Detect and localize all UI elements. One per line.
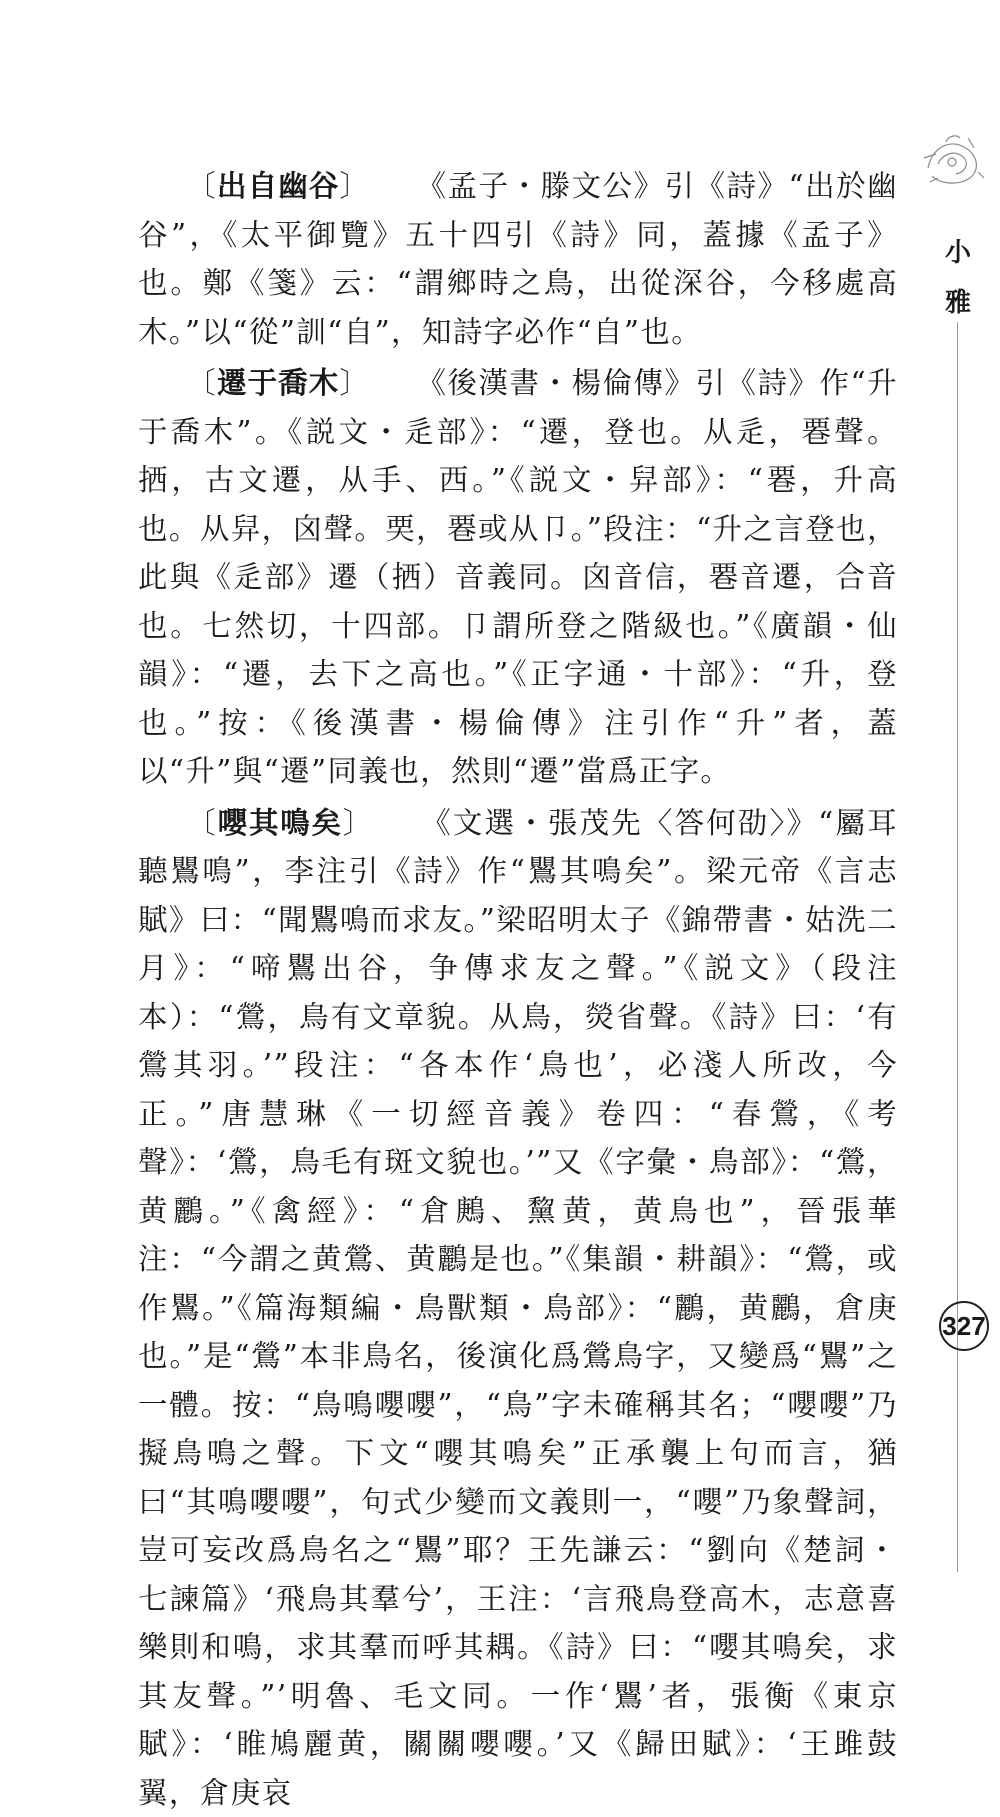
- entry-text-line: 《説文・舁部》：“䙴，升高也。从舁，囟聲。䙲，䙴或从卩。”段注：: [138, 463, 898, 546]
- entry-text-line: 曰：“嚶其鳴矣，求其友聲。”’明魯、毛文同。一作‘鸎’者，張衡《東: [138, 1630, 898, 1713]
- entry-text-line: 注引《詩》作“鸎其鳴矣”。梁元帝《言志賦》曰：“聞鸎鳴而求友。”: [138, 854, 898, 937]
- entry-text-line: 鳥名之“鸎”耶？王先謙云：“劉向《楚詞・七諫篇》‘飛鳥其羣兮’，: [138, 1533, 898, 1616]
- entry-text-line: 《説文》（段注本）：“鶯，鳥有文章貌。从鳥，熒省聲。《詩》曰：‘有: [138, 951, 898, 1034]
- entry-text-line: 編・鳥獸類・鳥部》：“鸝，黄鸝，倉庚也。”是“鶯”本非鳥名，後演: [138, 1291, 898, 1374]
- page-number: [936, 1298, 992, 1354]
- entry-1: 〔出自幽谷〕 《孟子・滕文公》引《詩》“出於幽谷”，《太平御覽》五十四引《詩》同，蓋據《孟子》也。鄭《箋》云：“謂鄉時之鳥，出從深谷，今移處高木。”以“從”訓“自”，知詩字必作“自”也。: [138, 162, 898, 356]
- entry-text-line: 《説文・辵部》：“遷，登也。从辵，䙴聲。拪，古文遷，从手、西。”: [138, 415, 898, 498]
- entry-text-line: 王注：‘言飛鳥登高木，志意喜樂則和鳴，求其羣而呼其耦。《詩》: [138, 1582, 898, 1665]
- entry-text-line: 出從深谷，今移處高木。”以“從”訓“自”，知詩字必作“自”也。: [138, 266, 898, 349]
- entry-text-line: “升之言登也，此與《辵部》遷（拪）音義同。囟音信，䙴音遷，合音: [138, 512, 898, 595]
- entry-heading: 嚶其鳴矣: [218, 805, 343, 840]
- entry-text-line: 京賦》：‘睢鳩麗黄，關關嚶嚶。’又《歸田賦》：‘王雎鼓翼，倉庚哀: [138, 1679, 898, 1810]
- entry-text-line: “今謂之黄鶯、黄鸝是也。”《集韻・耕韻》：“鶯，或作鸎。”《篇海類: [138, 1242, 898, 1325]
- entry-text-line: 《孟子・滕文公》引《詩》“出於幽谷”，《太平: [138, 169, 898, 252]
- page-number-text: 327: [942, 1311, 985, 1342]
- entry-3: 〔嚶其鳴矣〕 《文選・張茂先〈答何劭〉》“屬耳聽鸎鳴”，李注引《詩》作“鸎其鳴矣”。梁元帝《言志賦》曰：“聞鸎鳴而求友。”梁昭明太子《錦帶書・姑洗二月》：“啼鸎出谷，争傳求友之聲。”《説文》（段注本）：“鶯，鳥有文章貌。从鳥，熒省聲。《詩》曰：‘有鶯其羽。’”段注：“各本作‘鳥也’，必淺人所改，今正。”唐慧琳《一切經音義》卷四：“春鶯，《考聲》：‘鶯，鳥毛有斑文貌也。’”又《字彙・鳥部》：“鶯，黄鸝。”《禽經》：“倉鶊、黧黄，黄鳥也”，晉張華注：“今謂之黄鶯、黄鸝是也。”《集韻・耕韻》：“鶯，或作鸎。”《篇海類編・鳥獸類・鳥部》：“鸝，黄鸝，倉庚也。”是“鶯”本非鳥名，後演化爲鶯鳥字，又變爲“鸎”之一體。按：“鳥鳴嚶嚶”，“鳥”字未確稱其名；“嚶嚶”乃擬鳥鳴之聲。下文“嚶其鳴矣”正承襲上句而言，猶曰“其鳴嚶嚶”，句式少變而文義則一，“嚶”乃象聲詞，豈可妄改爲鳥名之“鸎”耶？王先謙云：“劉向《楚詞・七諫篇》‘飛鳥其羣兮’，王注：‘言飛鳥登高木，志意喜樂則和鳴，求其羣而呼其耦。《詩》曰：“嚶其鳴矣，求其友聲。”’明魯、毛文同。一作‘鸎’者，張衡《東京賦》：‘睢鳩麗黄，關關嚶嚶。’又《歸田賦》：‘王雎鼓翼，倉庚哀: [138, 799, 898, 1817]
- entry-text-line: 也。七然切，十四部。卩謂所登之階級也。”《廣韻・仙韻》：“遷，去: [138, 609, 898, 692]
- entry-text-line: 切經音義》卷四：“春鶯，《考聲》：‘鶯，鳥毛有斑文貌也。’”又《字: [138, 1097, 898, 1180]
- entry-text-line: 彙・鳥部》：“鶯，黄鸝。”《禽經》：“倉鶊、黧黄，黄鳥也”，晉張華注：: [138, 1145, 898, 1276]
- entry-text-line: 其名；“嚶嚶”乃擬鳥鳴之聲。下文“嚶其鳴矣”正承襲上句而言，猶: [138, 1388, 898, 1471]
- entry-heading: 遷于喬木: [217, 365, 339, 400]
- ornament-icon: [918, 128, 988, 194]
- body-text: [138, 162, 898, 1817]
- entry-text-line: 注引作“升”者，蓋以“升”與“遷”同義也，然則“遷”當爲正字。: [138, 706, 898, 789]
- entry-text-line: 《文選・張茂先〈答何劭〉》“屬耳聽鸎鳴”，李: [138, 806, 898, 889]
- margin-rule: [957, 322, 958, 1572]
- section-title: [938, 228, 978, 328]
- entry-text-line: 下之高也。”《正字通・十部》：“升，登也。”按：《後漢書・楊倫傳》: [138, 657, 898, 740]
- entry-2: 〔遷于喬木〕 《後漢書・楊倫傳》引《詩》作“升于喬木”。《説文・辵部》：“遷，登也。从辵，䙴聲。拪，古文遷，从手、西。”《説文・舁部》：“䙴，升高也。从舁，囟聲。䙲，䙴或从卩。”段注：“升之言登也，此與《辵部》遷（拪）音義同。囟音信，䙴音遷，合音也。七然切，十四部。卩謂所登之階級也。”《廣韻・仙韻》：“遷，去下之高也。”《正字通・十部》：“升，登也。”按：《後漢書・楊倫傳》注引作“升”者，蓋以“升”與“遷”同義也，然則“遷”當爲正字。: [138, 359, 898, 796]
- entry-text-line: 曰“其鳴嚶嚶”，句式少變而文義則一，“嚶”乃象聲詞，豈可妄改爲: [138, 1485, 898, 1568]
- section-title-text: 小雅: [945, 238, 971, 318]
- entry-text-line: 鶯其羽。’”段注：“各本作‘鳥也’，必淺人所改，今正。”唐慧琳《一: [138, 1048, 898, 1131]
- entry-text-line: 《後漢書・楊倫傳》引《詩》作“升于喬木”。: [138, 366, 898, 449]
- entry-text-line: 化爲鶯鳥字，又變爲“鸎”之一體。按：“鳥鳴嚶嚶”，“鳥”字未確稱: [138, 1339, 898, 1422]
- entry-text-line: 梁昭明太子《錦帶書・姑洗二月》：“啼鸎出谷，争傳求友之聲。”: [138, 903, 898, 986]
- entry-heading: 出自幽谷: [217, 168, 339, 203]
- entry-text-line: 御覽》五十四引《詩》同，蓋據《孟子》也。鄭《箋》云：“謂鄉時之鳥，: [138, 218, 898, 301]
